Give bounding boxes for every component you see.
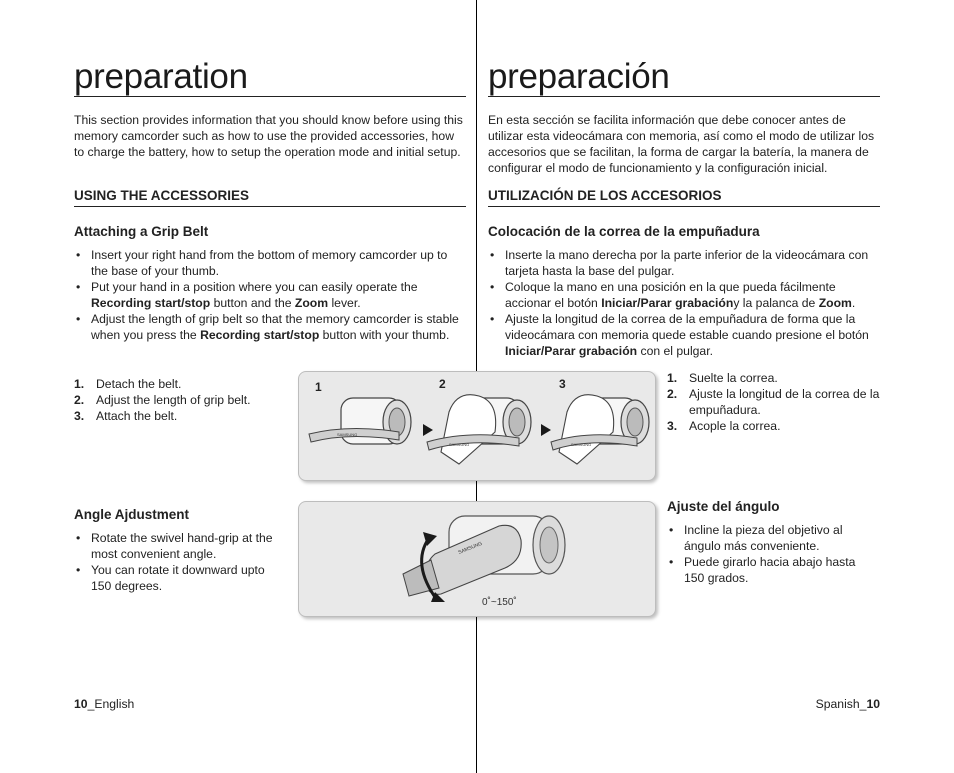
intro-english: This section provides information that you should know before using this memory camcorder such as how to use the provided accessories, how to charge the battery, how to setup the operation mode and initial setup. xyxy=(74,113,463,159)
figure-step-label: 1 xyxy=(315,380,322,394)
svg-text:SAMSUNG: SAMSUNG xyxy=(571,442,592,447)
list-item: • Coloque la mano en una posición en la que pueda fácilmente accionar el botón Iniciar/Parar grabacióny la palanca de Zoom. xyxy=(488,279,882,311)
grip-steps-english xyxy=(74,376,294,424)
grip-steps-spanish xyxy=(667,370,882,434)
grip-belt-illustration xyxy=(299,372,655,480)
camcorder-with-hand-drawing xyxy=(551,395,649,464)
list-item: 1. Suelte la correa. xyxy=(667,371,778,385)
grip-heading-spanish: Colocación de la correa de la empuñadura xyxy=(488,224,760,239)
svg-text:SAMSUNG: SAMSUNG xyxy=(337,432,358,437)
list-item: 3. Acople la correa. xyxy=(667,419,781,433)
grip-bullets-english xyxy=(74,247,464,343)
svg-text:SAMSUNG: SAMSUNG xyxy=(449,442,470,447)
list-item: • Ajuste la longitud de la correa de la empuñadura de forma que la videocámara con memoria quede estable cuando presione el botón Iniciar/Parar grabación con el pulgar. xyxy=(488,311,882,359)
grip-belt-figure xyxy=(298,371,656,481)
camcorder-with-hand-drawing xyxy=(427,395,531,464)
page-title-spanish: preparación xyxy=(488,58,880,97)
arrow-right-icon xyxy=(541,424,551,436)
figure-step-label: 3 xyxy=(559,377,566,391)
list-item: 2. Adjust the length of grip belt. xyxy=(74,393,251,407)
section-heading-spanish: UTILIZACIÓN DE LOS ACCESORIOS xyxy=(488,188,880,207)
page-number-english: 10_English xyxy=(74,697,135,711)
intro-spanish: En esta sección se facilita información que debe conocer antes de utilizar esta videocámara con memoria, así como el modo de utilizar los accesorios que se facilitan, la forma de cargar la batería, la manera de configurar el modo de funcionamiento y la configuración inicial. xyxy=(488,113,875,175)
list-item: • Incline la pieza del objetivo al ángulo más conveniente. xyxy=(667,522,872,554)
list-item: • Put your hand in a position where you can easily operate the Recording start/stop button and the Zoom lever. xyxy=(74,279,464,311)
camcorder-drawing xyxy=(309,398,411,444)
angle-illustration xyxy=(299,502,655,616)
list-item: • Rotate the swivel hand-grip at the most convenient angle. xyxy=(74,530,284,562)
list-item: • Inserte la mano derecha por la parte inferior de la videocámara con tarjeta hasta la base del pulgar. xyxy=(488,247,882,279)
svg-text:SAMSUNG: SAMSUNG xyxy=(457,540,484,556)
figure-step-label: 2 xyxy=(439,377,446,391)
list-item: 1. Detach the belt. xyxy=(74,377,182,391)
list-item: • Puede girarlo hacia abajo hasta 150 grados. xyxy=(667,554,872,586)
angle-bullets-english xyxy=(74,530,284,594)
grip-heading-english: Attaching a Grip Belt xyxy=(74,224,209,239)
angle-adjustment-figure xyxy=(298,501,656,617)
arrow-right-icon xyxy=(423,424,433,436)
list-item: • Insert your right hand from the bottom of memory camcorder up to the base of your thumb. xyxy=(74,247,464,279)
list-item: • Adjust the length of grip belt so that the memory camcorder is stable when you press the Recording start/stop button with your thumb. xyxy=(74,311,464,343)
list-item: • You can rotate it downward upto 150 degrees. xyxy=(74,562,284,594)
angle-heading-english: Angle Ajdustment xyxy=(74,507,190,522)
grip-bullets-spanish xyxy=(488,247,882,359)
angle-heading-spanish: Ajuste del ángulo xyxy=(667,499,780,514)
list-item: 2. Ajuste la longitud de la correa de la empuñadura. xyxy=(667,387,880,417)
angle-bullets-spanish xyxy=(667,522,872,586)
page-title-english: preparation xyxy=(74,58,466,97)
angle-range-caption: 0˚~150˚ xyxy=(482,597,517,608)
section-heading-english: USING THE ACCESSORIES xyxy=(74,188,466,207)
page-number-spanish: Spanish_10 xyxy=(815,697,880,711)
list-item: 3. Attach the belt. xyxy=(74,409,178,423)
